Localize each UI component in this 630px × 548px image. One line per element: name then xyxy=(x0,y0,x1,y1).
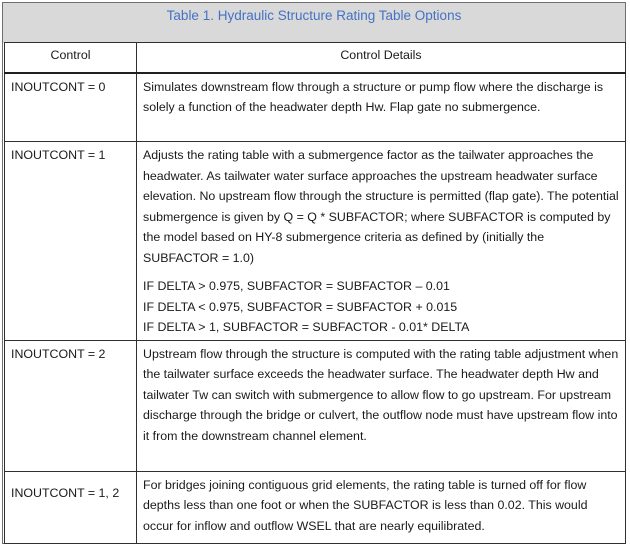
table-row xyxy=(5,142,626,341)
rating-options-table xyxy=(4,42,626,544)
control-cell: INOUTCONT = 1 xyxy=(5,142,137,341)
control-cell xyxy=(5,471,137,543)
formula-line: IF DELTA > 0.975, SUBFACTOR = SUBFACTOR – 0.01 xyxy=(143,279,450,293)
formula-list xyxy=(143,276,621,338)
control-cell: INOUTCONT = 2 xyxy=(5,340,137,471)
formula-line: IF DELTA < 0.975, SUBFACTOR = SUBFACTOR + 0.015 xyxy=(143,299,458,314)
table-row xyxy=(5,73,626,142)
header-control: Control xyxy=(5,43,137,73)
header-control-details: Control Details xyxy=(137,43,626,73)
table-row xyxy=(5,471,626,543)
control-cell: INOUTCONT = 0 xyxy=(5,73,137,142)
details-cell xyxy=(137,142,626,341)
control-label: INOUTCONT = 1, 2 xyxy=(11,485,120,500)
details-text: Adjusts the rating table with a submergence factor as the tailwater approaches the headwater. As tailwater water surface approaches the upstream headwater surface elevation. No upstream flow through the structure is permitted (flap gate). The potential submergence is given by Q = Q * SUBFACTOR; where SUBFACTOR is computed by the model based on HY-8 submergence criteria as defined by (initially the SUBFACTOR = 1.0) xyxy=(143,148,619,265)
details-cell xyxy=(137,340,626,471)
table-row xyxy=(5,340,626,471)
formula-line: IF DELTA > 1, SUBFACTOR = SUBFACTOR - 0.01* DELTA xyxy=(143,320,470,334)
details-cell xyxy=(137,471,626,543)
details-text: Simulates downstream flow through a structure or pump flow where the discharge is solely a function of the headwater depth Hw. Flap gate no submergence. xyxy=(143,79,604,114)
details-text: Upstream flow through the structure is computed with the rating table adjustment when the tailwater surface exceeds the headwater surface. The headwater depth Hw and tailwater Tw can switch with submergence to allow flow to go upstream. For upstream discharge through the bridge or culvert, the outflow node must have upstream flow into it from the downstream channel element. xyxy=(143,346,619,443)
details-text: For bridges joining contiguous grid elements, the rating table is turned off for flow depths less than one foot or when the SUBFACTOR is less than 0.02. This would occur for inflow and outflow WSEL that are nearly equilibrated. xyxy=(143,477,588,533)
details-cell xyxy=(137,73,626,142)
header-row xyxy=(5,43,626,73)
table-caption: Table 1. Hydraulic Structure Rating Table Options xyxy=(3,3,625,43)
